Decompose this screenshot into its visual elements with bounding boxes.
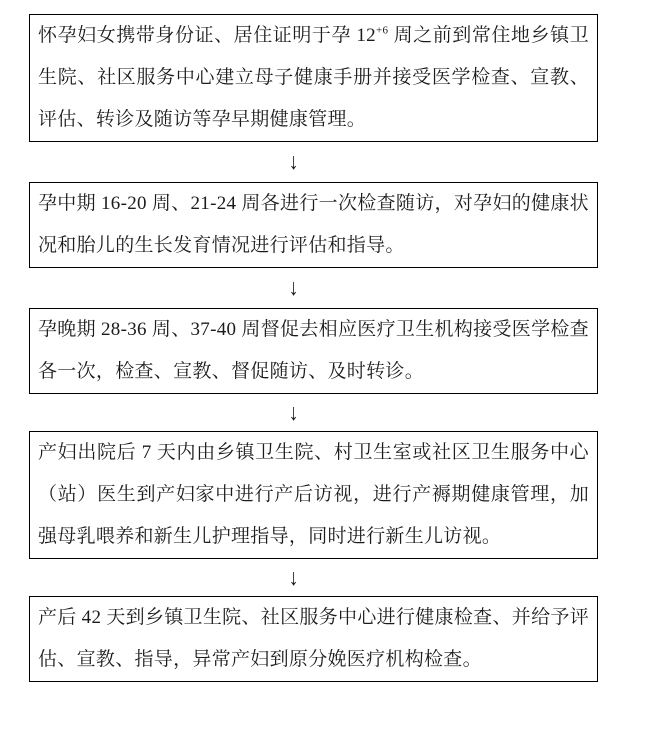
maternal-health-flowchart	[29, 14, 598, 682]
connector-row-1	[29, 142, 598, 182]
flow-step-early-pregnancy	[29, 14, 598, 142]
flow-step-mid-pregnancy	[29, 182, 598, 268]
flow-step-late-pregnancy	[29, 308, 598, 394]
step-text-before-superscript: 怀孕妇女携带身份证、居住证明于孕 12	[38, 25, 376, 46]
connector-row-2	[29, 268, 598, 308]
down-arrow-icon: ↓	[288, 564, 299, 591]
down-arrow-icon: ↓	[288, 275, 299, 301]
flow-step-early-pregnancy-text	[38, 15, 589, 141]
step-text-after-superscript: 周之前到常住地乡镇卫生院、社区服务中心建立母子健康手册并接受医学检查、宣教、评估、转诊及随访等孕早期健康管理。	[38, 25, 589, 130]
connector-row-4	[29, 559, 598, 596]
gestational-week-superscript: +6	[375, 24, 389, 37]
connector-row-3	[29, 394, 598, 431]
flow-step-postpartum-home-visit-text: 产妇出院后 7 天内由乡镇卫生院、村卫生室或社区卫生服务中心（站）医生到产妇家中进行产后访视，进行产褥期健康管理，加强母乳喂养和新生儿护理指导，同时进行新生儿访视。	[38, 442, 589, 547]
flow-step-postpartum-42-days-text: 产后 42 天到乡镇卫生院、社区服务中心进行健康检查、并给予评估、宣教、指导，异常产妇到原分娩医疗机构检查。	[38, 607, 589, 670]
flow-step-postpartum-home-visit	[29, 431, 598, 559]
flow-step-postpartum-42-days	[29, 596, 598, 682]
flow-step-mid-pregnancy-text: 孕中期 16-20 周、21-24 周各进行一次检查随访，对孕妇的健康状况和胎儿的生长发育情况进行评估和指导。	[38, 193, 589, 256]
flow-step-late-pregnancy-text: 孕晚期 28-36 周、37-40 周督促去相应医疗卫生机构接受医学检查各一次，检查、宣教、督促随访、及时转诊。	[38, 319, 589, 382]
down-arrow-icon: ↓	[288, 149, 299, 175]
down-arrow-icon: ↓	[288, 399, 299, 426]
